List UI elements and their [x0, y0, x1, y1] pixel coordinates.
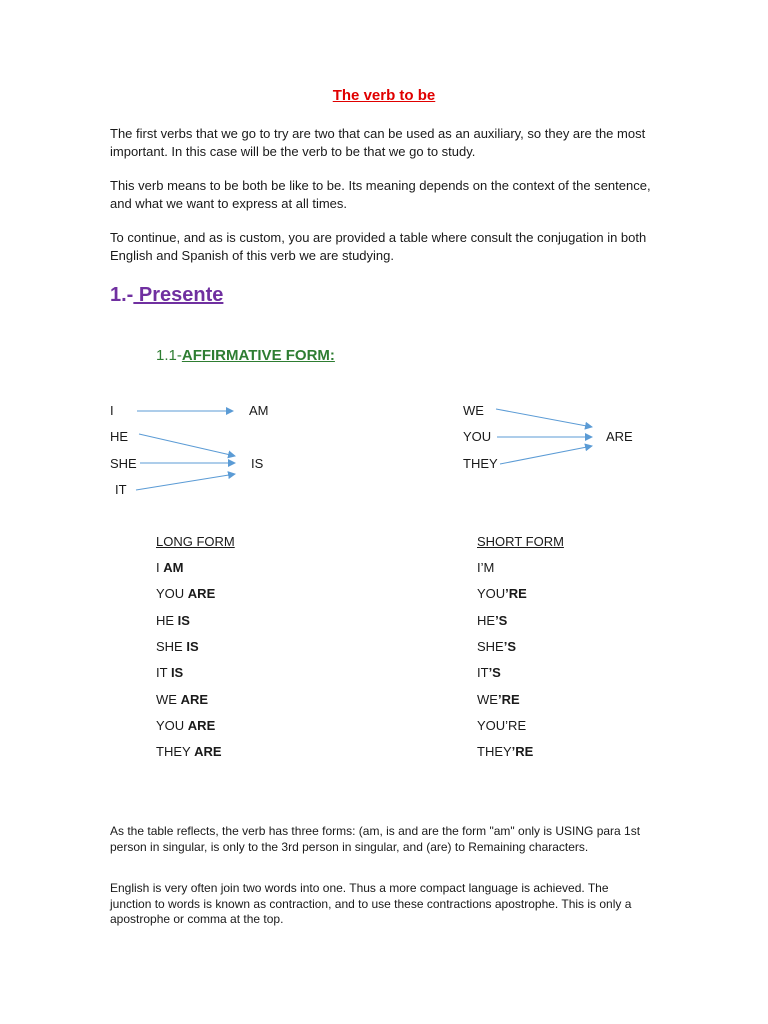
short-form-row: WE’RE [477, 692, 520, 707]
short-form-row: HE’S [477, 613, 508, 628]
pronoun-he: HE [110, 429, 129, 444]
pronoun-it: IT [115, 482, 127, 497]
verb-are: ARE [606, 429, 633, 444]
long-form-row: YOU ARE [156, 586, 216, 601]
pronoun-we: WE [463, 403, 484, 418]
subsection-title-text: AFFIRMATIVE FORM: [181, 347, 335, 364]
short-form-row: YOU’RE [477, 718, 527, 733]
verb-am: AM [249, 403, 269, 418]
pronoun-i: I [110, 403, 114, 418]
long-form-row: IT IS [156, 665, 184, 680]
section-title-text: Presente [133, 284, 224, 306]
arrow-they-are [500, 446, 592, 464]
long-form-row: WE ARE [156, 692, 209, 707]
short-form-row: YOU’RE [477, 586, 527, 601]
verb-is: IS [251, 456, 264, 471]
short-form-row: IT’S [477, 665, 501, 680]
arrow-he-is [139, 434, 235, 456]
long-form-row: I AM [156, 560, 184, 575]
long-form-header: LONG FORM [156, 534, 235, 549]
intro-paragraph-1: The first verbs that we go to try are two that can be used as an auxiliary, so they are the most important. In this case will be the verb to be that we go to study. [110, 126, 646, 159]
pronoun-they: THEY [463, 456, 498, 471]
intro-paragraph-3: To continue, and as is custom, you are provided a table where consult the conjugation in both English and Spanish of this verb we are studying. [110, 230, 647, 263]
footer-paragraph-2: English is very often join two words into one. Thus a more compact language is achieved. The junction to words is known as contraction, and to use these contractions apostrophe. This is only a apostrophe or comma at the top. [110, 881, 632, 926]
long-form-row: THEY ARE [156, 744, 222, 759]
short-form-row: SHE’S [477, 639, 517, 654]
arrow-we-are [496, 409, 592, 427]
arrow-it-is [136, 474, 235, 490]
long-form-row: HE IS [156, 613, 190, 628]
short-form-row: THEY’RE [477, 744, 534, 759]
section-number: 1.- [110, 284, 134, 306]
long-form-row: YOU ARE [156, 718, 216, 733]
short-form-header: SHORT FORM [477, 534, 564, 549]
footer-paragraph-1: As the table reflects, the verb has three forms: (am, is and are the form "am" only is USING para 1st person in singular, is only to the 3rd person in singular, and (are) to Remaining characters. [110, 824, 641, 854]
page-title: The verb to be [332, 87, 436, 104]
short-form-row: I’M [477, 560, 495, 575]
section-heading [110, 284, 223, 307]
long-form-row: SHE IS [156, 639, 199, 654]
intro-paragraph-2: This verb means to be both be like to be. Its meaning depends on the context of the sentence, and what we want to express at all times. [110, 178, 651, 211]
subsection-number: 1.1- [156, 347, 182, 364]
subsection-heading [156, 347, 335, 364]
pronoun-she: SHE [110, 456, 137, 471]
pronoun-you: YOU [463, 429, 492, 444]
